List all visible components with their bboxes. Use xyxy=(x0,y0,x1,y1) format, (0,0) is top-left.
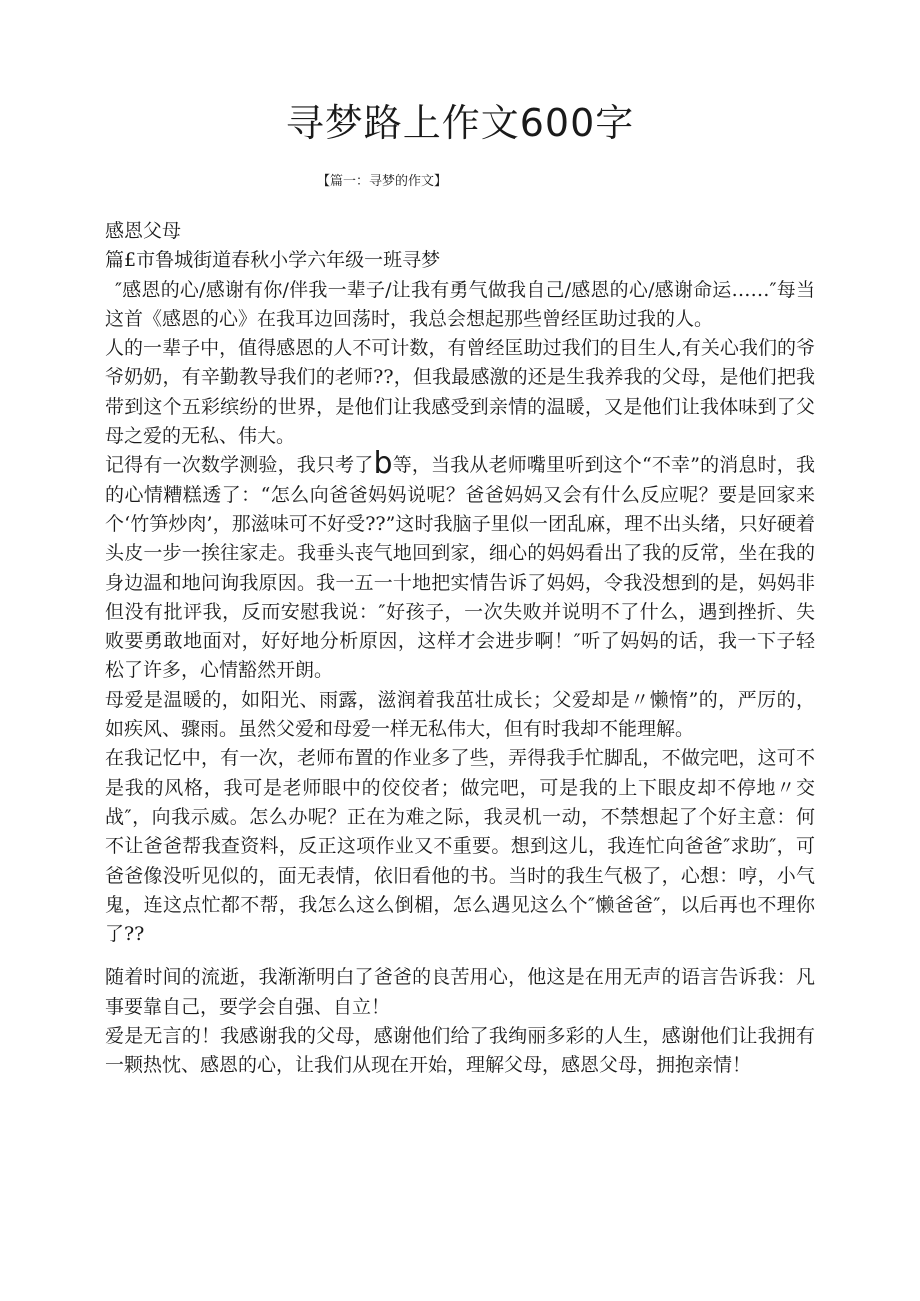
document-subtitle: 【篇一：寻梦的作文】 xyxy=(317,174,448,189)
paragraph-3-rest: 等，当我从老师嘴里听到这个“不幸”的消息时，我的心情糟糕透了：“怎么向爸爸妈妈说呢？爸爸妈妈又会有什么反应呢？要是回家来个‘竹笋炒肉’，那滋味可不好受??”这时我脑子里似一团乱麻，理不出头绪，只好硬着头皮一步一挨往家走。我垂头丧气地回到家，细心的妈妈看出了我的反常，坐在我的身边温和地问询我原因。我一五一十地把实情告诉了妈妈，令我没想到的是，妈妈非但没有批评我，反而安慰我说：″好孩子，一次失败并说明不了什么，遇到挫折、失败要勇敢地面对，好好地分析原因，这样才会进步啊！″听了妈妈的话，我一下子轻松了许多，心情豁然开朗。 xyxy=(105,454,815,682)
paragraph-1: ″感恩的心/感谢有你/伴我一辈子/让我有勇气做我自己/感恩的心/感谢命运……″每当这首《感恩的心》在我耳边回荡时，我总会想起那些曾经匡助过我的人。 xyxy=(105,278,815,330)
document-body xyxy=(105,217,815,1081)
paragraph-7: 爱是无言的！我感谢我的父母，感谢他们给了我绚丽多彩的人生，感谢他们让我拥有一颗热忱、感恩的心，让我们从现在开始，理解父母，感恩父母，拥抱亲情！ xyxy=(105,1025,815,1077)
paragraph-3-start: 记得有一次数学测验，我只考了 xyxy=(105,454,374,477)
grade-letter: b xyxy=(373,446,393,482)
essay-heading: 感恩父母 xyxy=(105,220,182,242)
paragraph-6: 随着时间的流逝，我渐渐明白了爸爸的良苦用心，他这是在用无声的语言告诉我：凡事要靠自己，要学会自强、自立！ xyxy=(105,966,815,1018)
paragraph-3 xyxy=(105,446,815,685)
paragraph-2: 人的一辈子中，值得感恩的人不可计数，有曾经匡助过我们的目生人,有关心我们的爷爷奶奶，有辛勤教导我们的老师??，但我最感激的还是生我养我的父母，是他们把我带到这个五彩缤纷的世界，是他们让我感受到亲情的温暖，又是他们让我体味到了父母之爱的无私、伟大。 xyxy=(105,337,815,448)
paragraph-5: 在我记忆中，有一次，老师布置的作业多了些，弄得我手忙脚乱，不做完吧，这可不是我的风格，我可是老师眼中的佼佼者；做完吧，可是我的上下眼皮却不停地〃交战″，向我示威。怎么办呢？正在为难之际，我灵机一动，不禁想起了个好主意：何不让爸爸帮我查资料，反正这项作业又不重要。想到这儿，我连忙向爸爸″求助″，可爸爸像没听见似的，面无表情，依旧看他的书。当时的我生气极了，心想：哼，小气鬼，连这点忙都不帮，我怎么这么倒楣，怎么遇见这么个″懒爸爸″，以后再也不理你了?? xyxy=(105,747,815,946)
paragraph-4: 母爱是温暖的，如阳光、雨露，滋润着我茁壮成长；父爱却是〃懒惰”的，严厉的，如疾风、骤雨。虽然父爱和母爱一样无私伟大，但有时我却不能理解。 xyxy=(105,688,815,741)
document-title: 寻梦路上作文600字 xyxy=(285,101,635,145)
essay-byline: 篇£市鲁城街道春秋小学六年级一班寻梦 xyxy=(105,249,441,272)
